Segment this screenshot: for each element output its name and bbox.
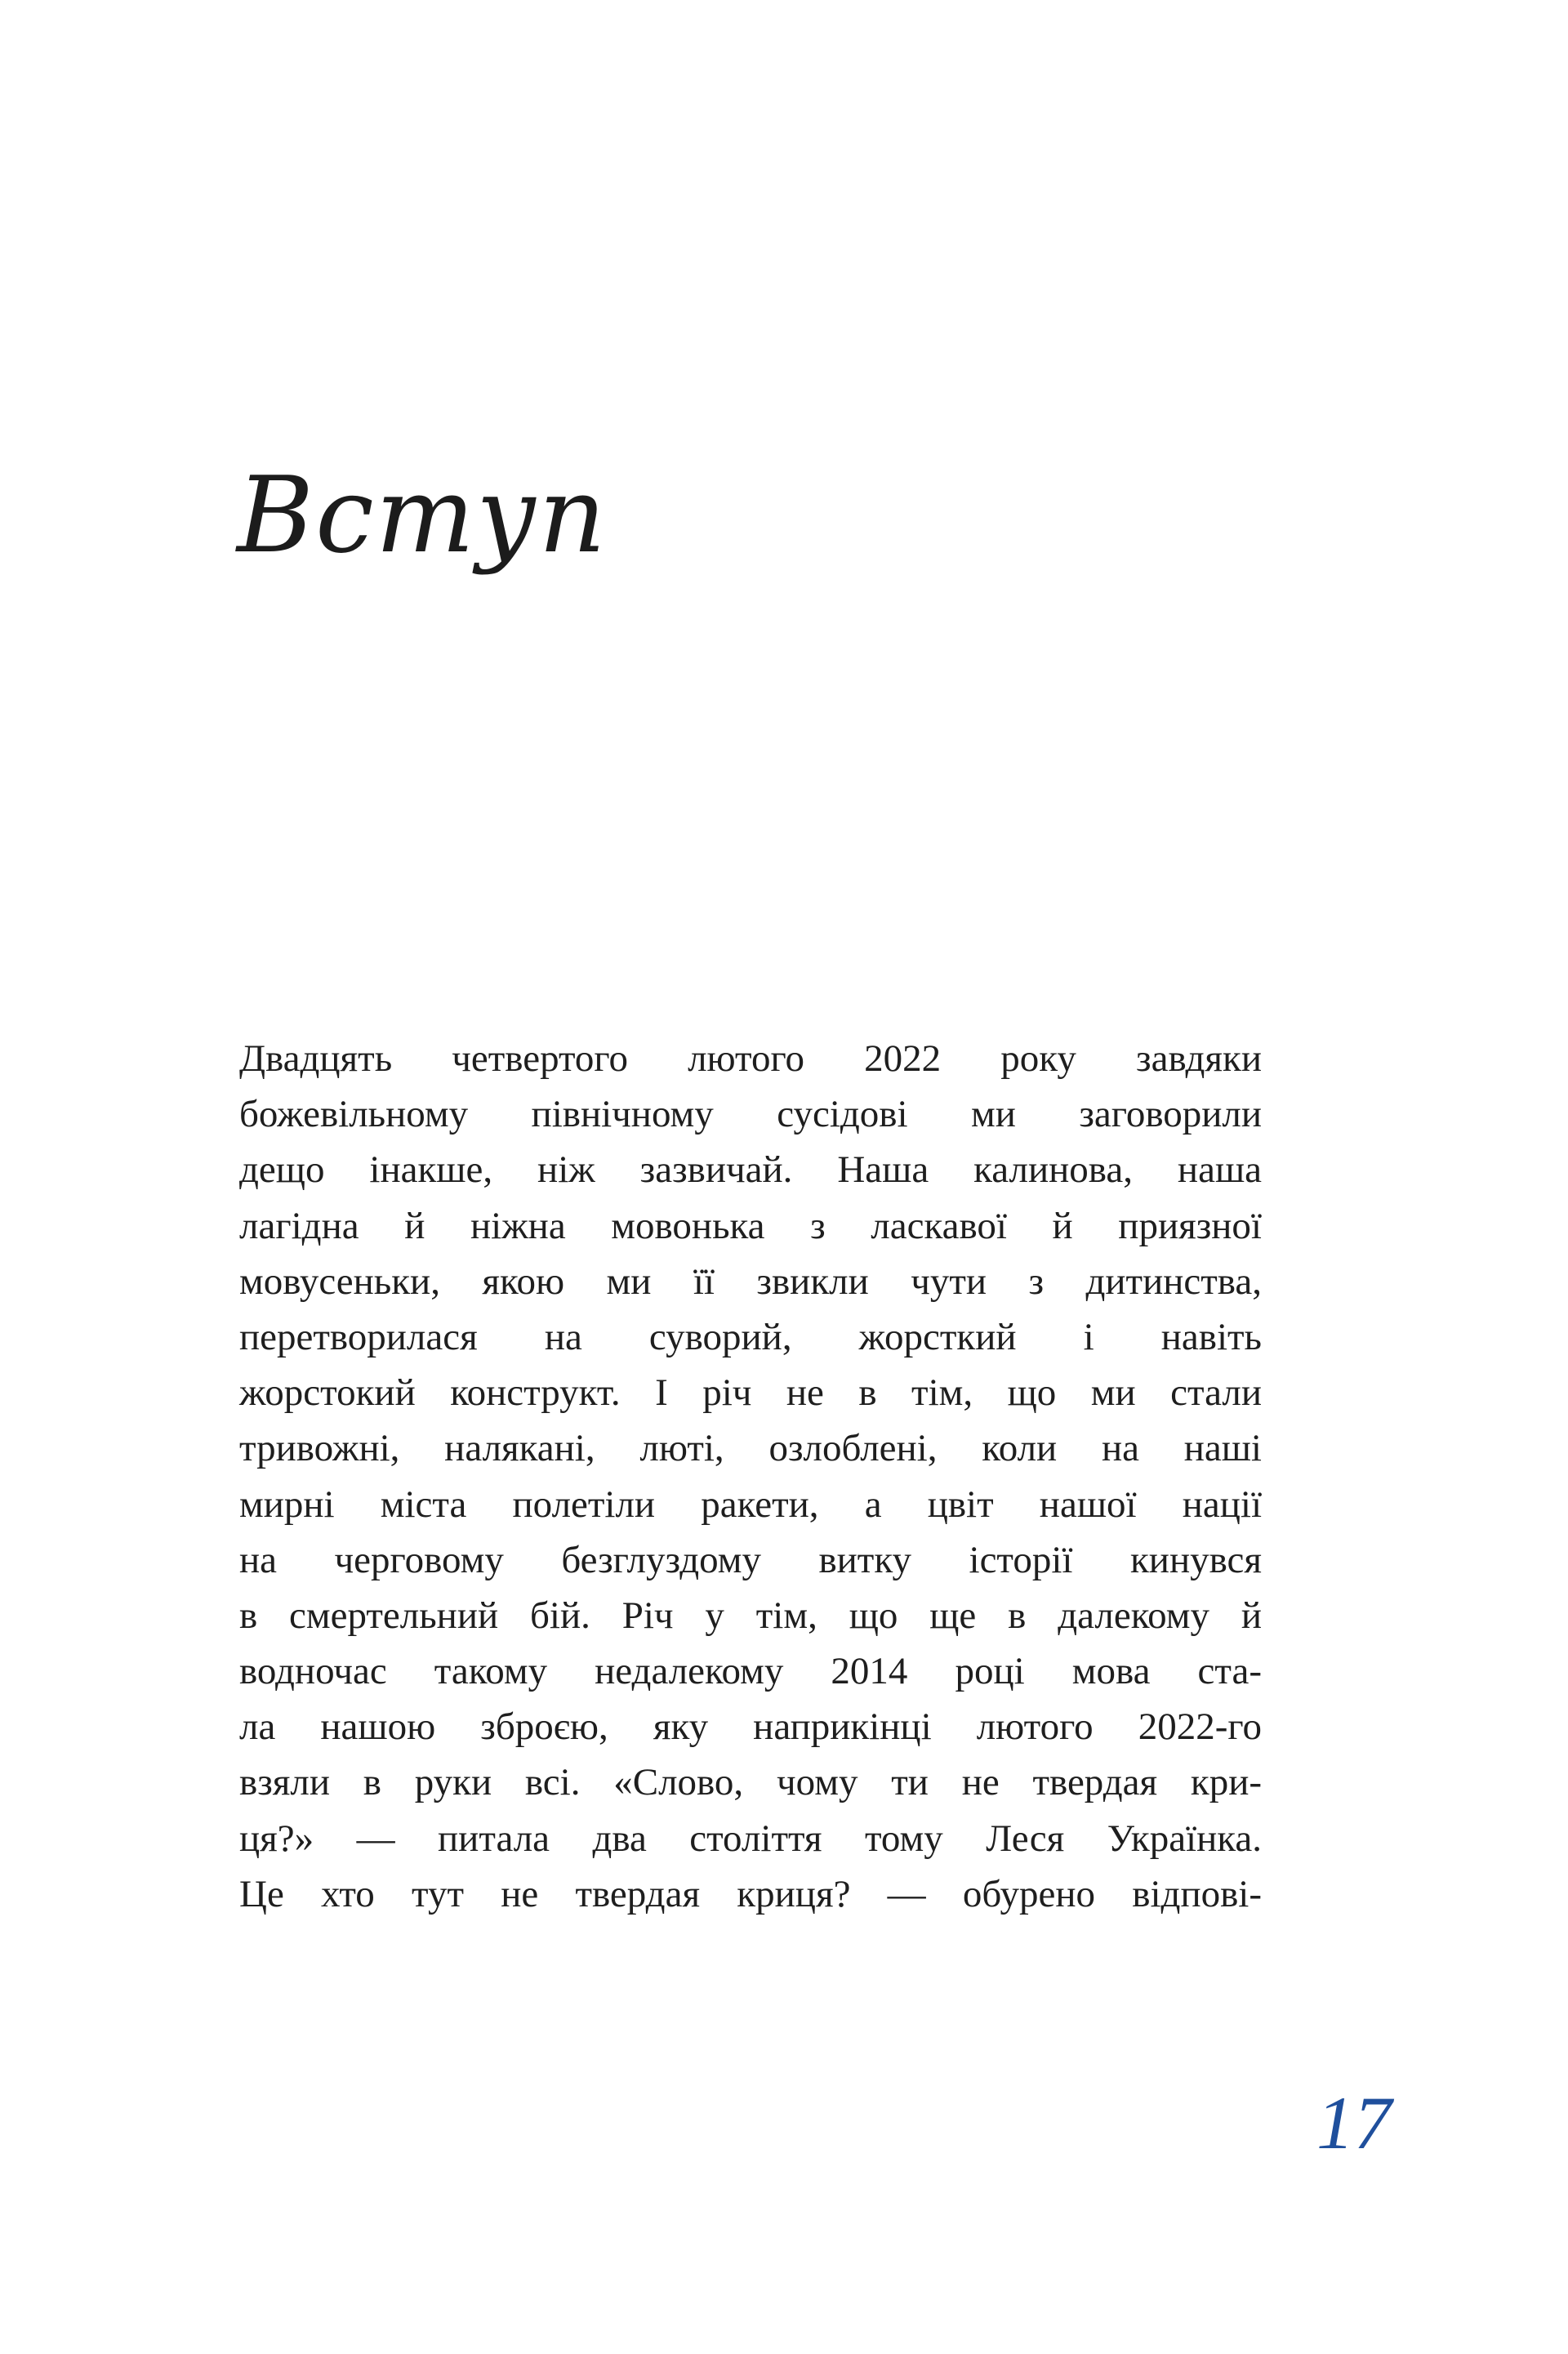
text-line: в смертельний бій. Річ у тім, що ще в далекому й <box>239 1594 1262 1637</box>
chapter-title: Вступ <box>237 455 608 577</box>
text-line: божевільному північному сусідові ми заговорили <box>239 1093 1262 1136</box>
text-line: Це хто тут не твердая криця? — обурено відпові- <box>239 1872 1262 1915</box>
text-line: водночас такому недалекому 2014 році мова ста- <box>239 1650 1262 1693</box>
text-line: на черговому безглуздому витку історії кинувся <box>239 1538 1262 1581</box>
text-line: жорстокий конструкт. І річ не в тім, що ми стали <box>239 1371 1262 1415</box>
text-line: дещо інакше, ніж зазвичай. Наша калинова, наша <box>239 1148 1262 1192</box>
text-line: лагідна й ніжна мовонька з ласкавої й приязної <box>239 1204 1262 1247</box>
text-line: мовусеньки, якою ми її звикли чути з дитинства, <box>239 1259 1262 1303</box>
text-line: ця?» — питала два століття тому Леся Українка. <box>239 1817 1262 1860</box>
text-line: тривожні, налякані, люті, озлоблені, коли на наші <box>239 1427 1262 1470</box>
text-line: ла нашою зброєю, яку наприкінці лютого 2022-го <box>239 1705 1262 1749</box>
text-line: взяли в руки всі. «Слово, чому ти не твердая кри- <box>239 1761 1262 1804</box>
text-line: перетворилася на суворий, жорсткий і навіть <box>239 1315 1262 1358</box>
text-line: мирні міста полетіли ракети, а цвіт нашої нації <box>239 1482 1262 1526</box>
text-line: Двадцять четвертого лютого 2022 року завдяки <box>239 1037 1262 1080</box>
body-paragraph <box>239 1031 1262 1922</box>
page-number: 17 <box>1316 2081 1392 2165</box>
